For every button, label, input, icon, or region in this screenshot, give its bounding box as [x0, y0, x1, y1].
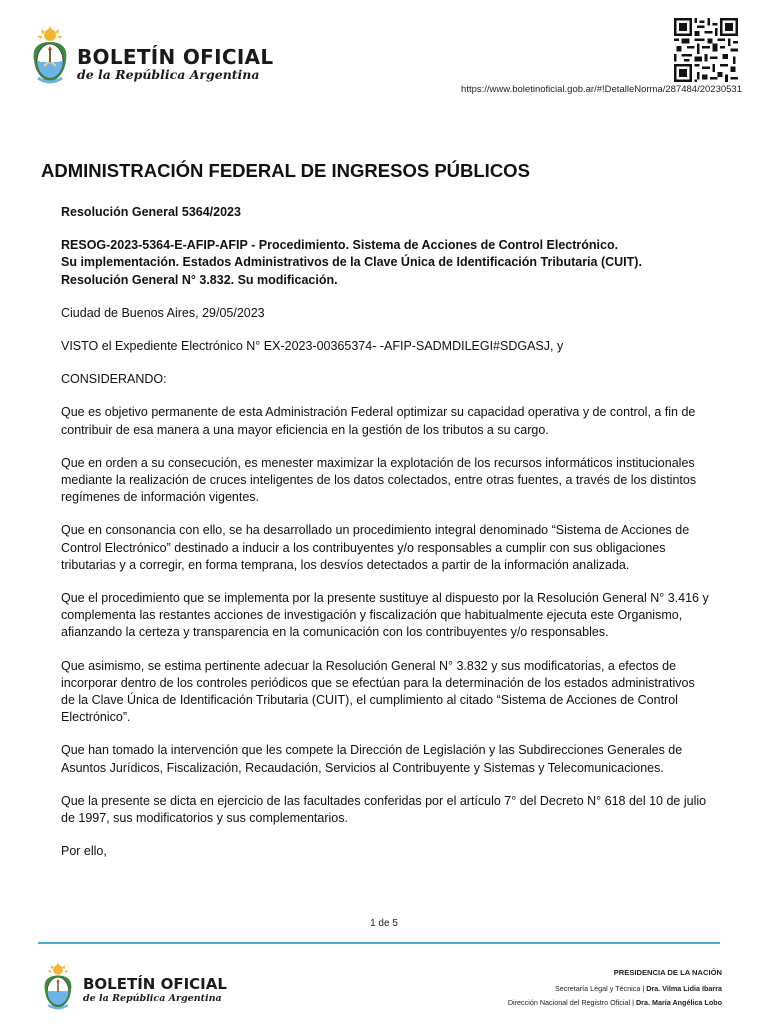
considerando-paragraph: Que la presente se dicta en ejercicio de las facultades conferidas por el artículo 7° del Decreto N° 618 del 10 de julio de 1997, sus modificatorios y sus complementarios.: [61, 793, 707, 826]
closing-text: Por ello,: [61, 844, 107, 859]
resolution-number: Resolución General 5364/2023: [61, 205, 241, 219]
document-body: [61, 204, 711, 876]
footer-coat-of-arms-emblem: [40, 962, 76, 1012]
footer-divider: [38, 942, 720, 944]
summary-line: RESOG-2023-5364-E-AFIP-AFIP - Procedimiento. Sistema de Acciones de Control Electrónico.: [61, 238, 619, 253]
qr-code-icon: [672, 18, 740, 82]
footer-direccion-line: [508, 998, 722, 1007]
footer-direccion-name: Dra. María Angélica Lobo: [635, 998, 722, 1007]
footer-boletin-title: BOLETÍN OFICIAL: [83, 975, 227, 993]
footer-secretaria: Secretaría Legal y Técnica: [554, 984, 641, 993]
considerando-paragraph: Que el procedimiento que se implementa por la presente sustituye al dispuesto por la Resolución General N° 3.416 y complementa las restantes acciones de investigación y fiscalización que habitualmente ejecuta este Organismo, afianzando la certeza y transparencia en la comunicación con los contribuyentes y/o responsables.: [61, 591, 709, 640]
footer-secretaria-name: Dra. Vilma Lidia Ibarra: [646, 984, 722, 993]
agency-heading: ADMINISTRACIÓN FEDERAL DE INGRESOS PÚBLICOS: [41, 160, 530, 181]
boletin-oficial-title: BOLETÍN OFICIAL: [77, 45, 274, 69]
footer-boletin-subtitle: de la República Argentina: [83, 993, 222, 1004]
considerando-heading: CONSIDERANDO:: [61, 372, 167, 387]
document-url-link[interactable]: https://www.boletinoficial.gob.ar/#!DetalleNorma/287484/20230531: [461, 84, 742, 95]
footer-separator: |: [632, 998, 634, 1007]
considerando-paragraph: Que es objetivo permanente de esta Administración Federal optimizar su capacidad operativa y de control, a fin de contribuir de esa manera a una mayor eficiencia en la gestión de los tributos a su cargo.: [61, 405, 696, 437]
footer-secretaria-line: [555, 984, 722, 993]
coat-of-arms-emblem: [28, 26, 72, 86]
summary-line: Su implementación. Estados Administrativos de la Clave Única de Identificación Tributaria (CUIT).: [61, 255, 642, 270]
considerando-paragraph: Que han tomado la intervención que les compete la Dirección de Legislación y las Subdirecciones Generales de Asuntos Jurídicos, Fiscalización, Recaudación, Servicios al Contribuyente y Sistemas y Telecomunicaciones.: [61, 743, 683, 775]
footer-presidencia: PRESIDENCIA DE LA NACIÓN: [613, 968, 722, 977]
place-date: Ciudad de Buenos Aires, 29/05/2023: [61, 305, 265, 320]
footer-direccion: Dirección Nacional del Registro Oficial: [507, 998, 631, 1007]
summary-line: Resolución General N° 3.832. Su modificación.: [61, 272, 338, 287]
boletin-oficial-subtitle: de la República Argentina: [77, 67, 260, 82]
resolution-summary: [61, 237, 711, 289]
considerando-paragraph: Que en orden a su consecución, es menester maximizar la explotación de los recursos informáticos institucionales mediante la realización de cruces inteligentes de los datos colectados, entre otras fuentes, a través de los distintos regímenes de información vigentes.: [61, 455, 697, 505]
considerando-paragraph: Que asimismo, se estima pertinente adecuar la Resolución General N° 3.832 y sus modificatorias, a efectos de incorporar dentro de los controles periódicos que se efectúan para la determinación de los estados administrativos de la Clave Única de Identificación Tributaria (CUIT), el cumplimiento al citado “Sistema de Acciones de Control Electrónico”.: [61, 658, 695, 725]
footer-separator: |: [642, 984, 645, 993]
considerando-paragraph: Que en consonancia con ello, se ha desarrollado un procedimiento integral denominado “Sistema de Acciones de Control Electrónico” destinado a inducir a los contribuyentes y/o responsables a cumplir con sus obligaciones tributarias y a corregir, en forma temprana, los desvíos detectados a partir de la información analizada.: [61, 523, 690, 572]
page-number: 1 de 5: [370, 918, 398, 929]
visto-paragraph: VISTO el Expediente Electrónico N° EX-2023-00365374- -AFIP-SADMDILEGI#SDGASJ, y: [61, 339, 564, 354]
